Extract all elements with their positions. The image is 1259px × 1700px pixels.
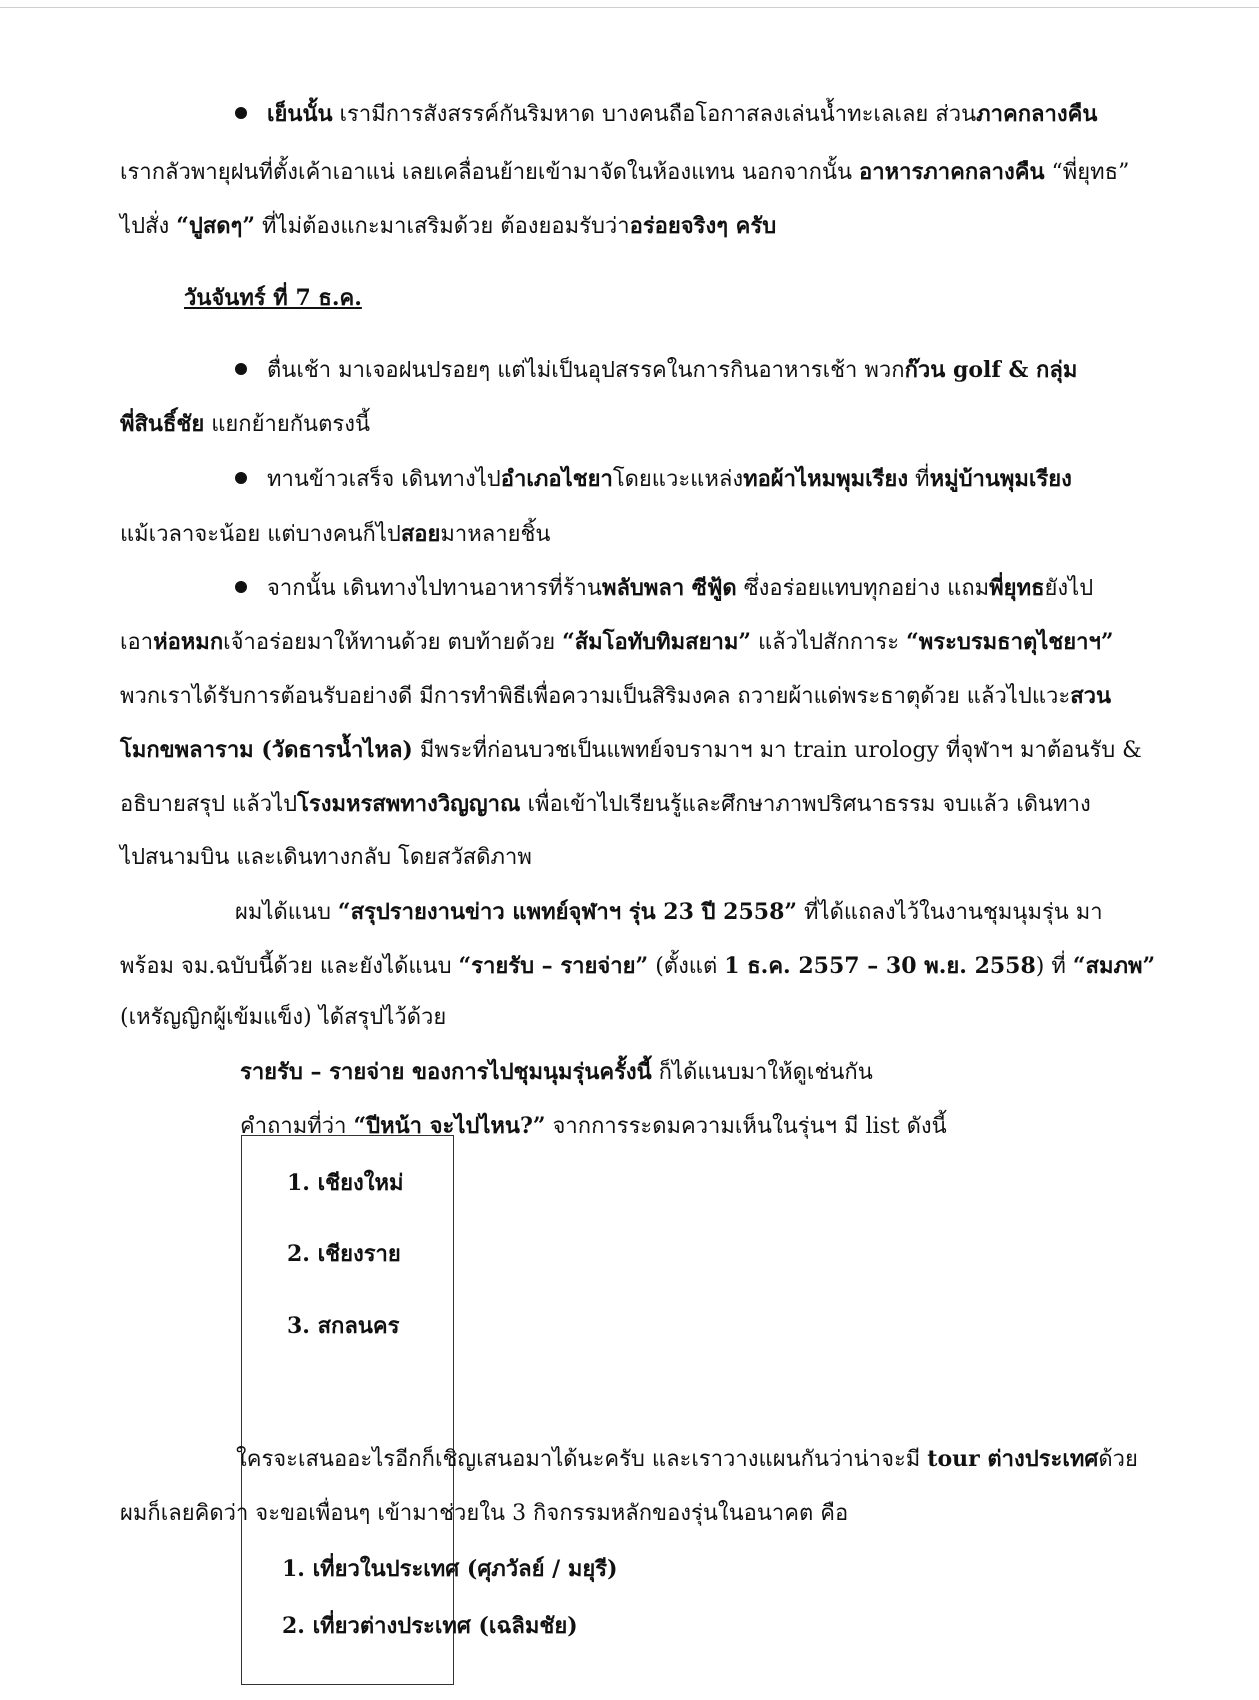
paragraph-lunch-line2 <box>120 628 1113 657</box>
top-rule <box>0 7 1259 8</box>
text: เอา <box>120 630 154 655</box>
paragraph-morning-line1 <box>235 356 1077 385</box>
text: มีพระที่ก่อนบวชเป็นแพทย์จบรามาฯ มา train urology ที่จุฬาฯ มาต้อนรับ & <box>412 738 1142 763</box>
paragraph-attachment-line2 <box>120 952 1155 981</box>
list-item: 1. เชียงใหม่ <box>287 1170 404 1196</box>
bold-text: รายรับ – รายจ่าย ของการไปชุมนุมรุ่นครั้งนี้ <box>240 1059 652 1085</box>
paragraph-tour-line1 <box>236 1445 1138 1474</box>
text: แม้เวลาจะน้อย แต่บางคนก็ไป <box>120 522 401 547</box>
bold-text: ทอผ้าไหมพุมเรียง <box>743 466 909 492</box>
destination-list-box <box>241 1135 454 1685</box>
text: อธิบายสรุป แล้วไป <box>120 792 298 817</box>
paragraph-lunch-line3 <box>120 682 1111 711</box>
activity-item: 2. เที่ยวต่างประเทศ (เฉลิมชัย) <box>282 1613 578 1639</box>
text: ทานข้าวเสร็จ เดินทางไป <box>267 467 501 492</box>
text: (ตั้งแต่ <box>648 954 725 979</box>
text: ด้วย <box>1098 1447 1138 1472</box>
text: จากการระดมความเห็นในรุ่นฯ มี list ดังนี้ <box>545 1114 947 1139</box>
text: พวกเราได้รับการต้อนรับอย่างดี มีการทำพิธีเพื่อความเป็นสิริมงคล ถวายผ้าแด่พระธาตุด้วย แล้วไปแวะ <box>120 684 1071 709</box>
paragraph-evening-line2 <box>120 158 1129 187</box>
text: จากนั้น เดินทางไปทานอาหารที่ร้าน <box>267 576 602 601</box>
bold-text: “พระบรมธาตุไชยาฯ” <box>906 629 1114 655</box>
text: แยกย้ายกันตรงนี้ <box>204 412 370 437</box>
paragraph-lunch-line1 <box>235 574 1093 603</box>
bold-text: “ปูสดๆ” <box>176 213 256 239</box>
paragraph-lunch-line4 <box>120 736 1142 765</box>
bullet-icon <box>235 107 247 119</box>
paragraph-attachment-line1 <box>235 898 1103 927</box>
text: ) ที่ <box>1035 954 1073 979</box>
bold-text: สวน <box>1070 683 1112 709</box>
text: เรากลัวพายุฝนที่ตั้งเค้าเอาแน่ เลยเคลื่อนย้ายเข้ามาจัดในห้องแทน นอกจากนั้น <box>120 160 860 185</box>
bold-text: อร่อยจริงๆ ครับ <box>629 213 777 239</box>
bold-text: เย็นนั้น <box>267 101 333 127</box>
bold-text: โรงมหรสพทางวิญญาณ <box>297 791 521 817</box>
bold-text: “ปีหน้า จะไปไหน?” <box>353 1113 546 1139</box>
text: ซึ่งอร่อยแทบทุกอย่าง แถม <box>736 576 990 601</box>
bold-text: อาหารภาคกลางคืน <box>859 159 1045 185</box>
text: ไปสั่ง <box>120 214 177 239</box>
bold-text: 1 ธ.ค. 2557 – 30 พ.ย. 2558 <box>724 953 1036 979</box>
bullet-icon <box>235 363 247 375</box>
list-item: 3. สกลนคร <box>287 1313 400 1339</box>
bold-text: พี่สินธิ์ชัย <box>120 411 205 437</box>
text: โดยแวะแหล่ง <box>612 467 744 492</box>
paragraph-attachment-line3: (เหรัญญิกผู้เข้มแข็ง) ได้สรุปไว้ด้วย <box>120 1005 447 1030</box>
activity-item: 1. เที่ยวในประเทศ (ศุภวัลย์ / มยุรี) <box>282 1556 618 1582</box>
paragraph-chaiya-line2 <box>120 520 550 549</box>
paragraph-morning-line2 <box>120 410 370 439</box>
bold-text: “ส้มโอทับทิมสยาม” <box>562 629 751 655</box>
text: พร้อม จม.ฉบับนี้ด้วย และยังได้แนบ <box>120 954 459 979</box>
list-item: 2. เชียงราย <box>287 1241 401 1267</box>
heading-monday: วันจันทร์ ที่ 7 ธ.ค. <box>184 285 362 311</box>
bold-text: พลับพลา ซีฟู้ด <box>601 575 737 601</box>
text: ที่ไม่ต้องแกะมาเสริมด้วย ต้องยอมรับว่า <box>255 214 630 239</box>
bold-text: หมู่บ้านพุมเรียง <box>929 466 1072 492</box>
bold-text: tour ต่างประเทศ <box>927 1446 1099 1472</box>
text: เพื่อเข้าไปเรียนรู้และศึกษาภาพปริศนาธรรม จบแล้ว เดินทาง <box>520 792 1091 817</box>
text: ก็ได้แนบมาให้ดูเช่นกัน <box>651 1060 873 1085</box>
text: ผมได้แนบ <box>235 900 338 925</box>
bold-text: อำเภอไชยา <box>500 466 613 492</box>
paragraph-lunch-line6: ไปสนามบิน และเดินทางกลับ โดยสวัสดิภาพ <box>120 845 532 870</box>
bold-text: “สมภพ” <box>1072 953 1156 979</box>
bold-text: พี่ยุทธ <box>989 575 1045 601</box>
paragraph-income-expense <box>240 1058 873 1087</box>
text: ที่ <box>908 467 930 492</box>
text: เรามีการสังสรรค์กันริมหาด บางคนถือโอกาสลงเล่นน้ำทะเลเลย ส่วน <box>332 102 977 127</box>
bullet-icon <box>235 581 247 593</box>
bullet-icon <box>235 472 247 484</box>
paragraph-chaiya-line1 <box>235 465 1072 494</box>
paragraph-tour-line2: ผมก็เลยคิดว่า จะขอเพื่อนๆ เข้ามาช่วยใน 3 กิจกรรมหลักของรุ่นในอนาคต คือ <box>120 1501 849 1526</box>
paragraph-evening-line3 <box>120 212 776 241</box>
text: แล้วไปสักการะ <box>751 630 907 655</box>
text: เจ้าอร่อยมาให้ทานด้วย ตบท้ายด้วย <box>223 630 563 655</box>
bold-text: ภาคกลางคืน <box>976 101 1098 127</box>
bold-text: ห่อหมก <box>153 629 224 655</box>
text: ยังไป <box>1044 576 1094 601</box>
paragraph-evening-line1 <box>235 100 1097 129</box>
bold-text: ก๊วน golf & กลุ่ม <box>904 357 1078 383</box>
bold-text: โมกขพลาราม (วัดธารน้ำไหล) <box>120 737 413 763</box>
text: ที่ได้แถลงไว้ในงานชุมนุมรุ่น มา <box>797 900 1103 925</box>
text: คำถามที่ว่า <box>240 1114 354 1139</box>
text: “พี่ยุทธ” <box>1044 160 1130 185</box>
bold-text: สอย <box>400 521 441 547</box>
text: ใครจะเสนออะไรอีกก็เชิญเสนอมาได้นะครับ และเราวางแผนกันว่าน่าจะมี <box>236 1447 928 1472</box>
text: มาหลายชิ้น <box>440 522 551 547</box>
bold-text: “สรุปรายงานข่าว แพทย์จุฬาฯ รุ่น 23 ปี 2558” <box>337 899 798 925</box>
text: ตื่นเช้า มาเจอฝนปรอยๆ แต่ไม่เป็นอุปสรรคในการกินอาหารเช้า พวก <box>267 358 905 383</box>
paragraph-lunch-line5 <box>120 790 1091 819</box>
bold-text: “รายรับ – รายจ่าย” <box>458 953 649 979</box>
